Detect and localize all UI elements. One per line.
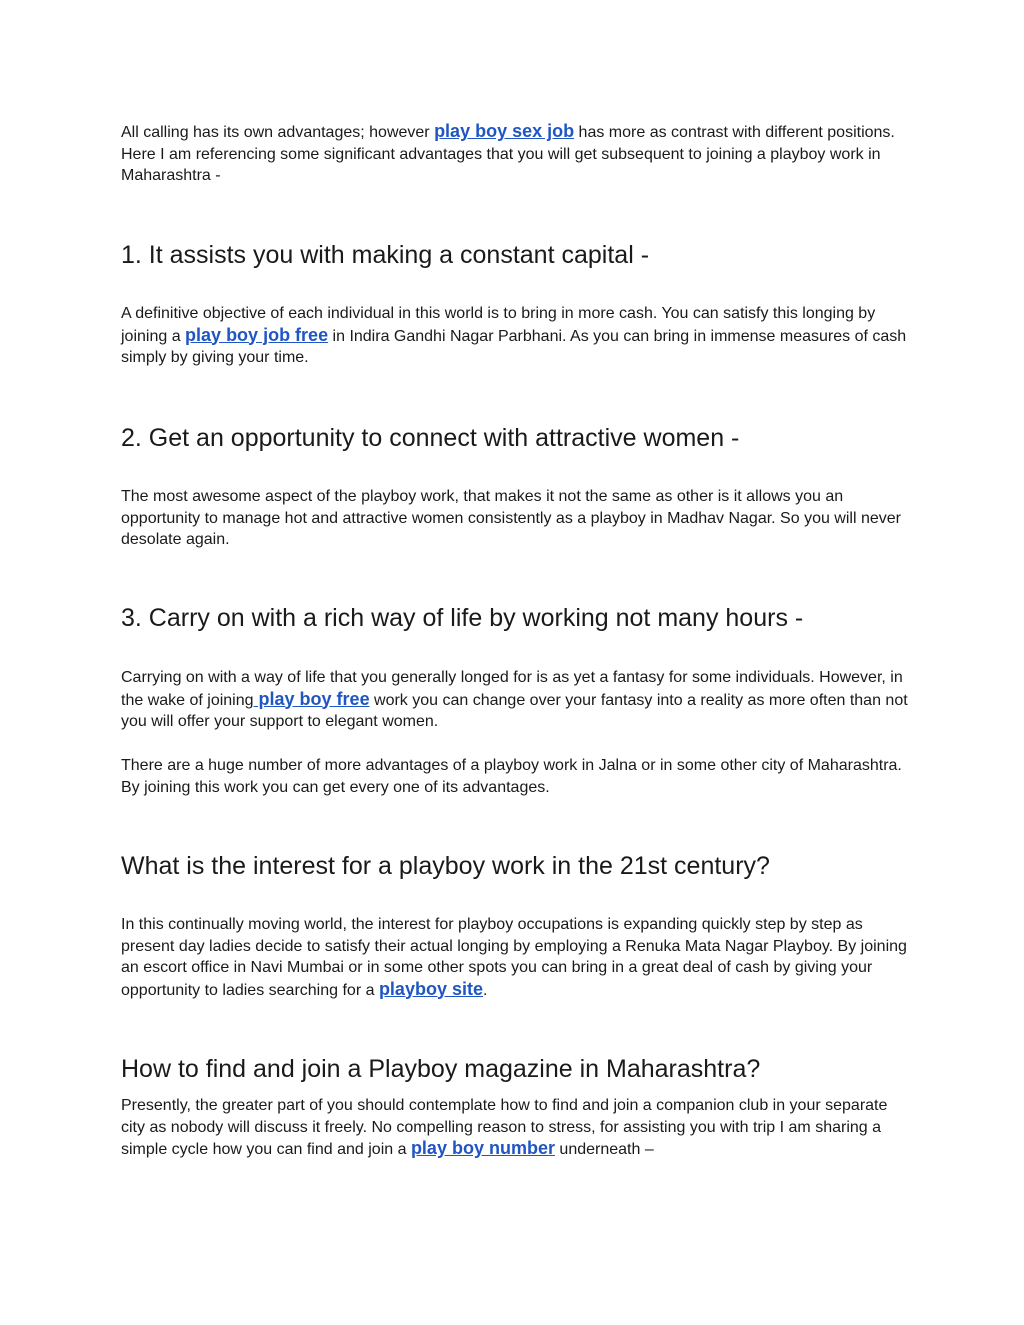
p3-text-before: Carrying on with a way of life that you generally longed for is as yet a fantasy for some individuals. However, in the wake of joining: [121, 669, 903, 709]
paragraph-constant-capital: [121, 303, 911, 369]
play-boy-free-link[interactable]: play boy free: [253, 688, 370, 709]
p6-text-after: underneath –: [554, 1141, 654, 1158]
p1-text-after: in Indira Gandhi Nagar Parbhani. As you can bring in immense measures of cash simply by giving your time.: [121, 327, 907, 366]
paragraph-rich-way-of-life: [121, 667, 911, 733]
heading-find-and-join: How to find and join a Playboy magazine in Maharashtra?: [121, 1055, 761, 1083]
heading-constant-capital: 1. It assists you with making a constant capital -: [121, 241, 650, 269]
p5-text-after: .: [482, 981, 488, 999]
p3-text-after: work you can change over your fantasy into a reality as more often than not you will offer your support to elegant women.: [121, 691, 908, 730]
play-boy-job-free-link[interactable]: play boy job free: [185, 324, 329, 345]
play-boy-sex-job-link[interactable]: play boy sex job: [434, 121, 575, 141]
heading-rich-way-of-life: 3. Carry on with a rich way of life by working not many hours -: [121, 604, 804, 632]
playboy-site-link[interactable]: playboy site: [378, 978, 483, 999]
paragraph-attractive-women: The most awesome aspect of the playboy work, that makes it not the same as other is it allows you an opportunity to manage hot and attractive women consistently as a playboy in Madhav Nagar. So you will never desolate again.: [121, 488, 901, 548]
paragraph-find-and-join: [121, 1095, 911, 1161]
heading-21st-century: What is the interest for a playboy work in the 21st century?: [121, 852, 770, 880]
paragraph-21st-century: [121, 914, 911, 1001]
intro-text-before: All calling has its own advantages; however: [121, 124, 435, 141]
p6-text-before: Presently, the greater part of you should contemplate how to find and join a companion club in your separate city as nobody will discuss it freely. No compelling reason to stress, for assisting you with trip I am sharing a simple cycle how you can find and join a: [121, 1097, 888, 1158]
play-boy-number-link[interactable]: play boy number: [410, 1138, 555, 1158]
p1-text-before: A definitive objective of each individual in this world is to bring in more cash. You can satisfy this longing by joining a: [121, 305, 876, 345]
intro-paragraph: [121, 121, 911, 187]
intro-text-after: has more as contrast with different positions. Here I am referencing some significant advantages that you will get subsequent to joining a playboy work in Maharashtra -: [121, 124, 895, 184]
p5-text-before: In this continually moving world, the interest for playboy occupations is expanding quickly step by step as present day ladies decide to satisfy their actual longing by employing a Renuka Mata Nagar Playboy. By joining an escort office in Navi Mumbai or in some other spots you can bring in a great deal of cash by giving your opportunity to ladies searching for a: [121, 916, 907, 999]
paragraph-more-advantages: There are a huge number of more advantages of a playboy work in Jalna or in some other city of Maharashtra. By joining this work you can get every one of its advantages.: [121, 757, 902, 796]
heading-attractive-women: 2. Get an opportunity to connect with attractive women -: [121, 424, 740, 452]
